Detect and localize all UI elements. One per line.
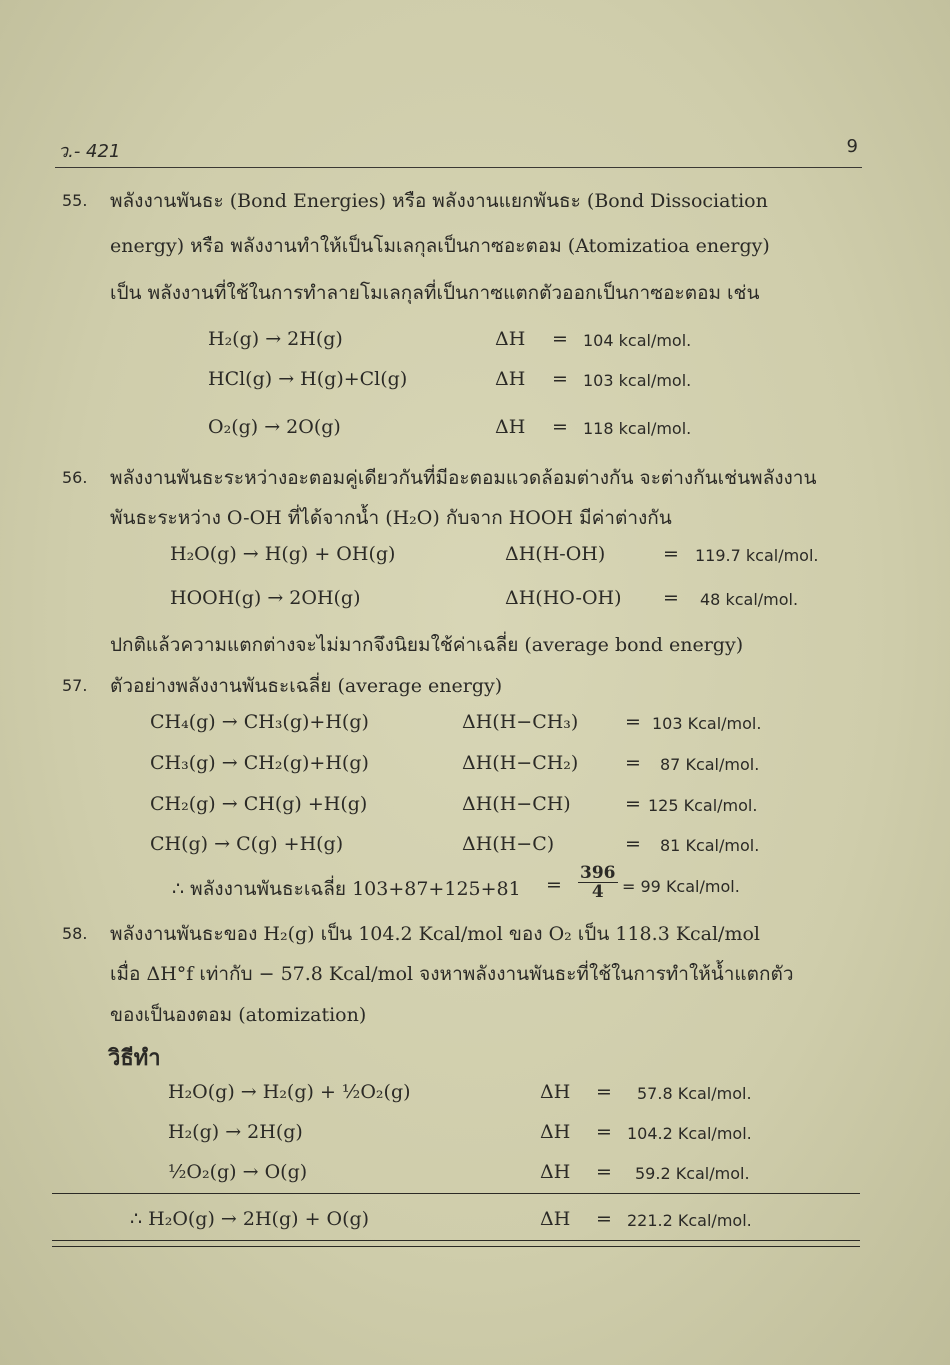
- eq58-2-op: =: [596, 1121, 612, 1143]
- eq57-3-reaction: CH₂(g) → CH(g) +H(g): [150, 793, 368, 815]
- eq55-1-dh: ΔH: [495, 328, 526, 350]
- eq57-4-op: =: [625, 833, 641, 855]
- eq58-1-op: =: [596, 1081, 612, 1103]
- eq55-2-reaction: HCl(g) → H(g)+Cl(g): [208, 368, 408, 390]
- eq55-1-value: 104 kcal/mol.: [583, 331, 692, 350]
- double-rule-top: [52, 1240, 860, 1241]
- average-fraction: [578, 864, 618, 901]
- eq57-4-dh: ΔH(H−C): [462, 833, 555, 855]
- eq56-2-op: =: [663, 587, 679, 609]
- section-56-line1: พลังงานพันธะระหว่างอะตอมคู่เดียวกันที่มีอะตอมแวดล้อมต่างกัน จะต่างกันเช่นพลังงาน: [110, 467, 817, 489]
- eq56-1-value: 119.7 kcal/mol.: [695, 546, 819, 565]
- eq57-2-value: 87 Kcal/mol.: [660, 755, 760, 774]
- section-55-line1: พลังงานพันธะ (Bond Energies) หรือ พลังงานแยกพันธะ (Bond Dissociation: [110, 190, 768, 212]
- section-57-line1: ตัวอย่างพลังงานพันธะเฉลี่ย (average energy): [110, 675, 503, 697]
- eq58-3-op: =: [596, 1161, 612, 1183]
- section-56-line2: พันธะระหว่าง O-OH ที่ได้จากน้ำ (H₂O) กับจาก HOOH มีค่าต่างกัน: [110, 507, 672, 529]
- eq57-4-reaction: CH(g) → C(g) +H(g): [150, 833, 344, 855]
- eq58-2-dh: ΔH: [540, 1121, 571, 1143]
- section-58-line1: พลังงานพันธะของ H₂(g) เป็น 104.2 Kcal/mol ของ O₂ เป็น 118.3 Kcal/mol: [110, 923, 760, 945]
- section-58-line2: เมื่อ ΔH°f เท่ากับ − 57.8 Kcal/mol จงหาพลังงานพันธะที่ใช้ในการทำให้น้ำแตกตัว: [110, 963, 794, 985]
- eq58-3-dh: ΔH: [540, 1161, 571, 1183]
- average-result: = 99 Kcal/mol.: [622, 877, 740, 896]
- eq58-total-dh: ΔH: [540, 1208, 571, 1230]
- eq55-3-reaction: O₂(g) → 2O(g): [208, 416, 341, 438]
- eq58-1-dh: ΔH: [540, 1081, 571, 1103]
- eq58-total-reaction: ∴ H₂O(g) → 2H(g) + O(g): [130, 1208, 370, 1230]
- eq56-1-op: =: [663, 543, 679, 565]
- eq55-2-dh: ΔH: [495, 368, 526, 390]
- eq55-1-op: =: [552, 328, 568, 350]
- eq55-2-op: =: [552, 368, 568, 390]
- eq57-1-reaction: CH₄(g) → CH₃(g)+H(g): [150, 711, 369, 733]
- method-heading: วิธีทำ: [108, 1045, 161, 1071]
- course-code: ว.- 421: [58, 141, 121, 162]
- average-denominator: 4: [591, 882, 604, 902]
- eq56-1-reaction: H₂O(g) → H(g) + OH(g): [170, 543, 396, 565]
- eq57-2-dh: ΔH(H−CH₂): [462, 752, 579, 774]
- average-prefix: ∴ พลังงานพันธะเฉลี่ย 103+87+125+81: [172, 878, 521, 900]
- eq58-total-value: 221.2 Kcal/mol.: [627, 1211, 752, 1230]
- eq58-2-reaction: H₂(g) → 2H(g): [168, 1121, 303, 1143]
- eq57-3-op: =: [625, 793, 641, 815]
- section-58-line3: ของเป็นองตอม (atomization): [110, 1004, 367, 1026]
- section-56-number: 56.: [62, 468, 88, 487]
- eq57-3-value: 125 Kcal/mol.: [648, 796, 758, 815]
- eq55-1-reaction: H₂(g) → 2H(g): [208, 328, 343, 350]
- eq57-1-value: 103 Kcal/mol.: [652, 714, 762, 733]
- eq58-3-value: 59.2 Kcal/mol.: [635, 1164, 750, 1183]
- page-number: 9: [846, 136, 858, 157]
- eq55-3-value: 118 kcal/mol.: [583, 419, 692, 438]
- eq56-1-dh: ΔH(H-OH): [505, 543, 606, 565]
- header-rule: [55, 167, 862, 168]
- average-op: =: [546, 874, 562, 896]
- eq57-1-dh: ΔH(H−CH₃): [462, 711, 579, 733]
- section-57-number: 57.: [62, 676, 88, 695]
- eq58-1-value: 57.8 Kcal/mol.: [637, 1084, 752, 1103]
- sum-rule: [52, 1193, 860, 1194]
- double-rule-bottom: [52, 1246, 860, 1247]
- section-55-number: 55.: [62, 191, 88, 210]
- eq58-total-op: =: [596, 1208, 612, 1230]
- eq58-2-value: 104.2 Kcal/mol.: [627, 1124, 752, 1143]
- eq57-2-op: =: [625, 752, 641, 774]
- eq56-2-reaction: HOOH(g) → 2OH(g): [170, 587, 361, 609]
- eq57-3-dh: ΔH(H−CH): [462, 793, 571, 815]
- eq57-1-op: =: [625, 711, 641, 733]
- eq57-2-reaction: CH₃(g) → CH₂(g)+H(g): [150, 752, 369, 774]
- section-58-number: 58.: [62, 924, 88, 943]
- section-56-line3: ปกติแล้วความแตกต่างจะไม่มากจึงนิยมใช้ค่าเฉลี่ย (average bond energy): [110, 634, 744, 656]
- eq57-4-value: 81 Kcal/mol.: [660, 836, 760, 855]
- section-55-line2: energy) หรือ พลังงานทำให้เป็นโมเลกุลเป็นกาซอะตอม (Atomizatioa energy): [110, 235, 770, 257]
- average-numerator: 396: [580, 863, 616, 883]
- eq56-2-dh: ΔH(HO-OH): [505, 587, 622, 609]
- eq55-3-dh: ΔH: [495, 416, 526, 438]
- eq58-3-reaction: ½O₂(g) → O(g): [168, 1161, 308, 1183]
- eq55-3-op: =: [552, 416, 568, 438]
- page-header: [58, 136, 858, 162]
- eq58-1-reaction: H₂O(g) → H₂(g) + ½O₂(g): [168, 1081, 411, 1103]
- section-55-line3: เป็น พลังงานที่ใช้ในการทำลายโมเลกุลที่เป็นกาซแตกตัวออกเป็นกาซอะตอม เช่น: [110, 282, 760, 304]
- eq56-2-value: 48 kcal/mol.: [700, 590, 799, 609]
- eq55-2-value: 103 kcal/mol.: [583, 371, 692, 390]
